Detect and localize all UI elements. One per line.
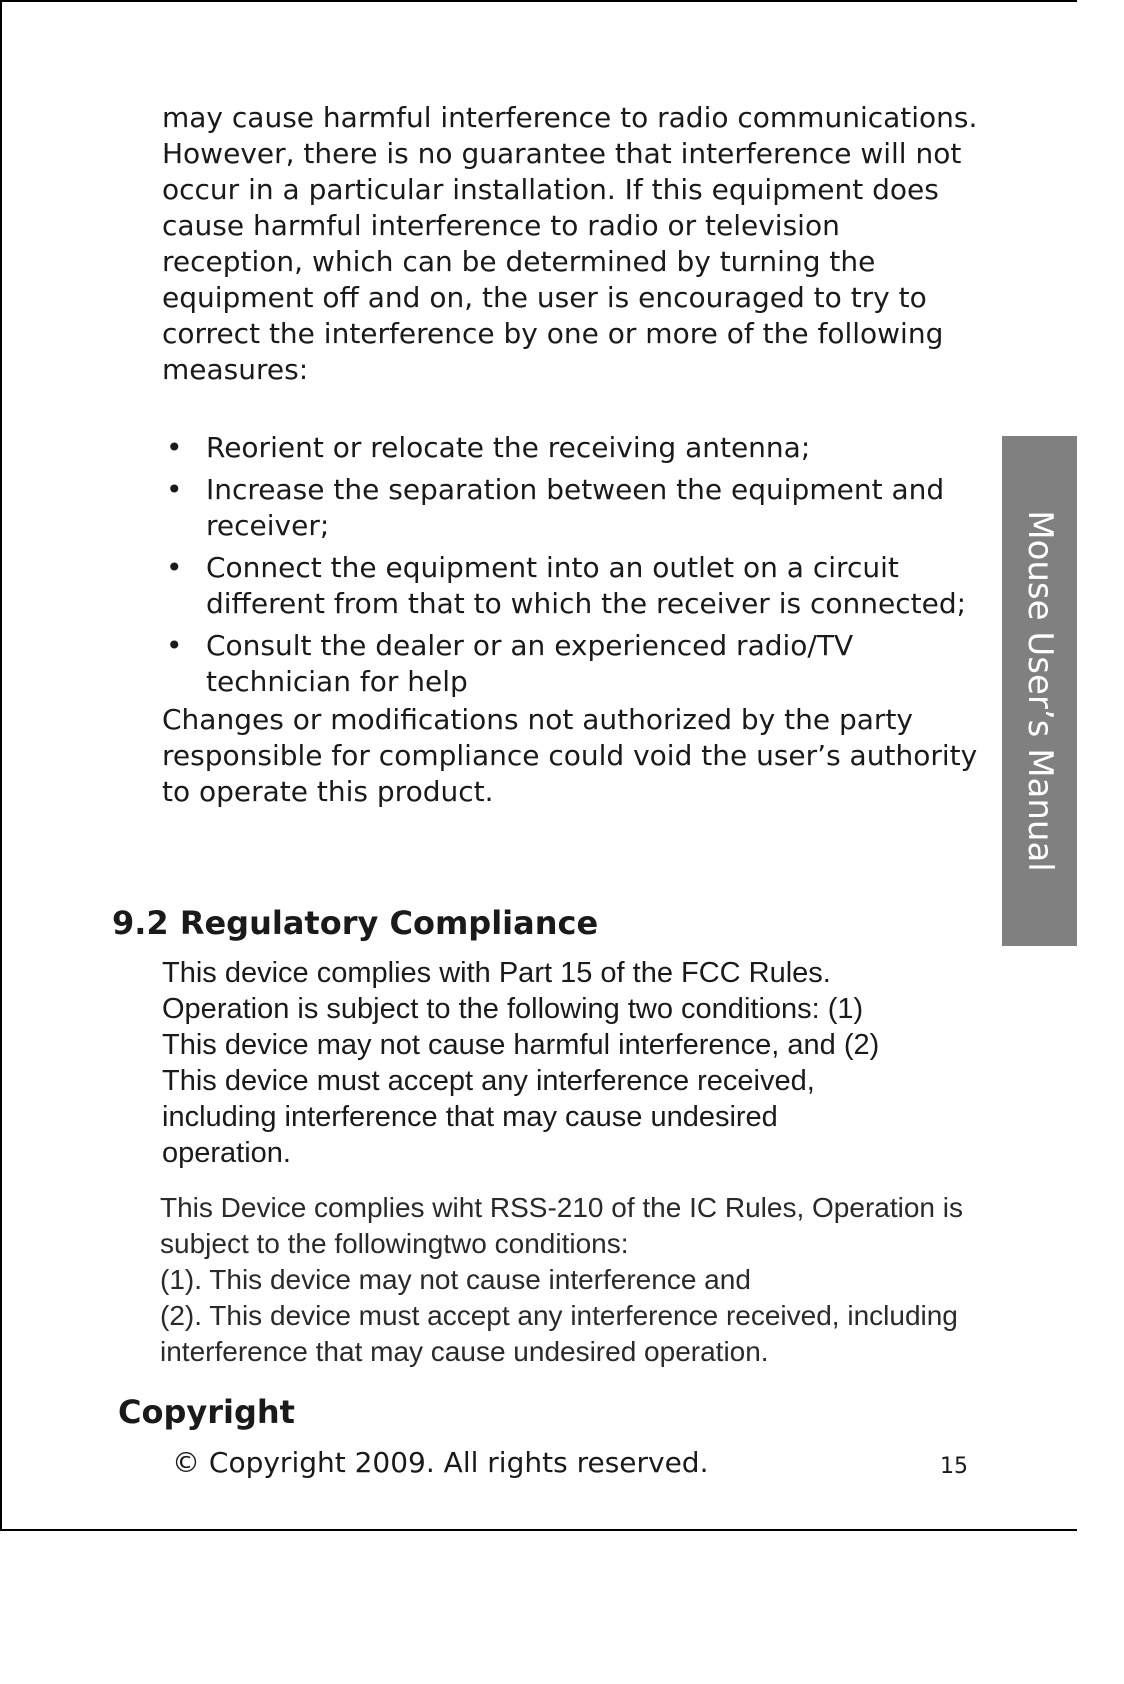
intro-line: may cause harmful interference to radio communications. xyxy=(162,101,978,134)
fcc-line: operation. xyxy=(162,1137,291,1169)
list-item-text: different from that to which the receiver is connected; xyxy=(206,587,967,620)
bullet-icon: • xyxy=(166,551,183,584)
page-number: 15 xyxy=(940,1454,968,1479)
fcc-paragraph xyxy=(162,955,992,1171)
fcc-line: This device complies with Part 15 of the FCC Rules. xyxy=(162,957,831,989)
copyright-text: © Copyright 2009. All rights reserved. xyxy=(172,1446,709,1479)
intro-line: reception, which can be determined by turning the xyxy=(162,245,876,278)
intro-line: occur in a particular installation. If this equipment does xyxy=(162,173,939,206)
ic-line: (1). This device may not cause interference and xyxy=(160,1264,751,1295)
ic-line: subject to the followingtwo conditions: xyxy=(160,1228,629,1259)
bullet-icon: • xyxy=(166,431,183,464)
changes-line: to operate this product. xyxy=(162,775,494,808)
ic-line: (2). This device must accept any interference received, including xyxy=(160,1300,958,1331)
fcc-line: Operation is subject to the following two conditions: (1) xyxy=(162,993,864,1025)
page-border-bottom xyxy=(0,1529,1077,1531)
list-item-text: receiver; xyxy=(206,509,330,542)
list-item xyxy=(162,430,1012,466)
list-item-text: Connect the equipment into an outlet on a circuit xyxy=(206,551,899,584)
list-item-text: Increase the separation between the equipment and xyxy=(206,473,945,506)
list-item-text: Consult the dealer or an experienced radio/TV xyxy=(206,629,854,662)
intro-paragraph xyxy=(162,100,992,388)
ic-paragraph xyxy=(160,1190,1060,1370)
list-item xyxy=(162,472,1012,544)
page-border-left xyxy=(0,0,2,1531)
intro-line: However, there is no guarantee that interference will not xyxy=(162,137,962,170)
list-item-text: Reorient or relocate the receiving antenna; xyxy=(206,431,811,464)
side-tab-label: Mouse User’s Manual xyxy=(1019,510,1060,872)
section-heading-copyright: Copyright xyxy=(118,1393,295,1431)
changes-paragraph xyxy=(162,702,992,810)
side-tab xyxy=(1002,436,1077,946)
fcc-line: This device must accept any interference received, xyxy=(162,1065,815,1097)
list-item xyxy=(162,550,1012,622)
changes-line: Changes or modifications not authorized by the party xyxy=(162,703,913,736)
ic-line: interference that may cause undesired operation. xyxy=(160,1336,769,1367)
intro-line: cause harmful interference to radio or television xyxy=(162,209,840,242)
page-border-top xyxy=(0,0,1077,2)
bullet-icon: • xyxy=(166,629,183,662)
measures-list xyxy=(162,430,1012,706)
fcc-line: including interference that may cause undesired xyxy=(162,1101,778,1133)
changes-line: responsible for compliance could void the user’s authority xyxy=(162,739,978,772)
list-item-text: technician for help xyxy=(206,665,468,698)
list-item xyxy=(162,628,1012,700)
intro-line: measures: xyxy=(162,353,309,386)
ic-line: This Device complies wiht RSS-210 of the IC Rules, Operation is xyxy=(160,1192,963,1223)
intro-line: correct the interference by one or more of the following xyxy=(162,317,944,350)
bullet-icon: • xyxy=(166,473,183,506)
section-heading-regulatory: 9.2 Regulatory Compliance xyxy=(112,904,599,942)
intro-line: equipment off and on, the user is encouraged to try to xyxy=(162,281,927,314)
fcc-line: This device may not cause harmful interference, and (2) xyxy=(162,1029,880,1061)
